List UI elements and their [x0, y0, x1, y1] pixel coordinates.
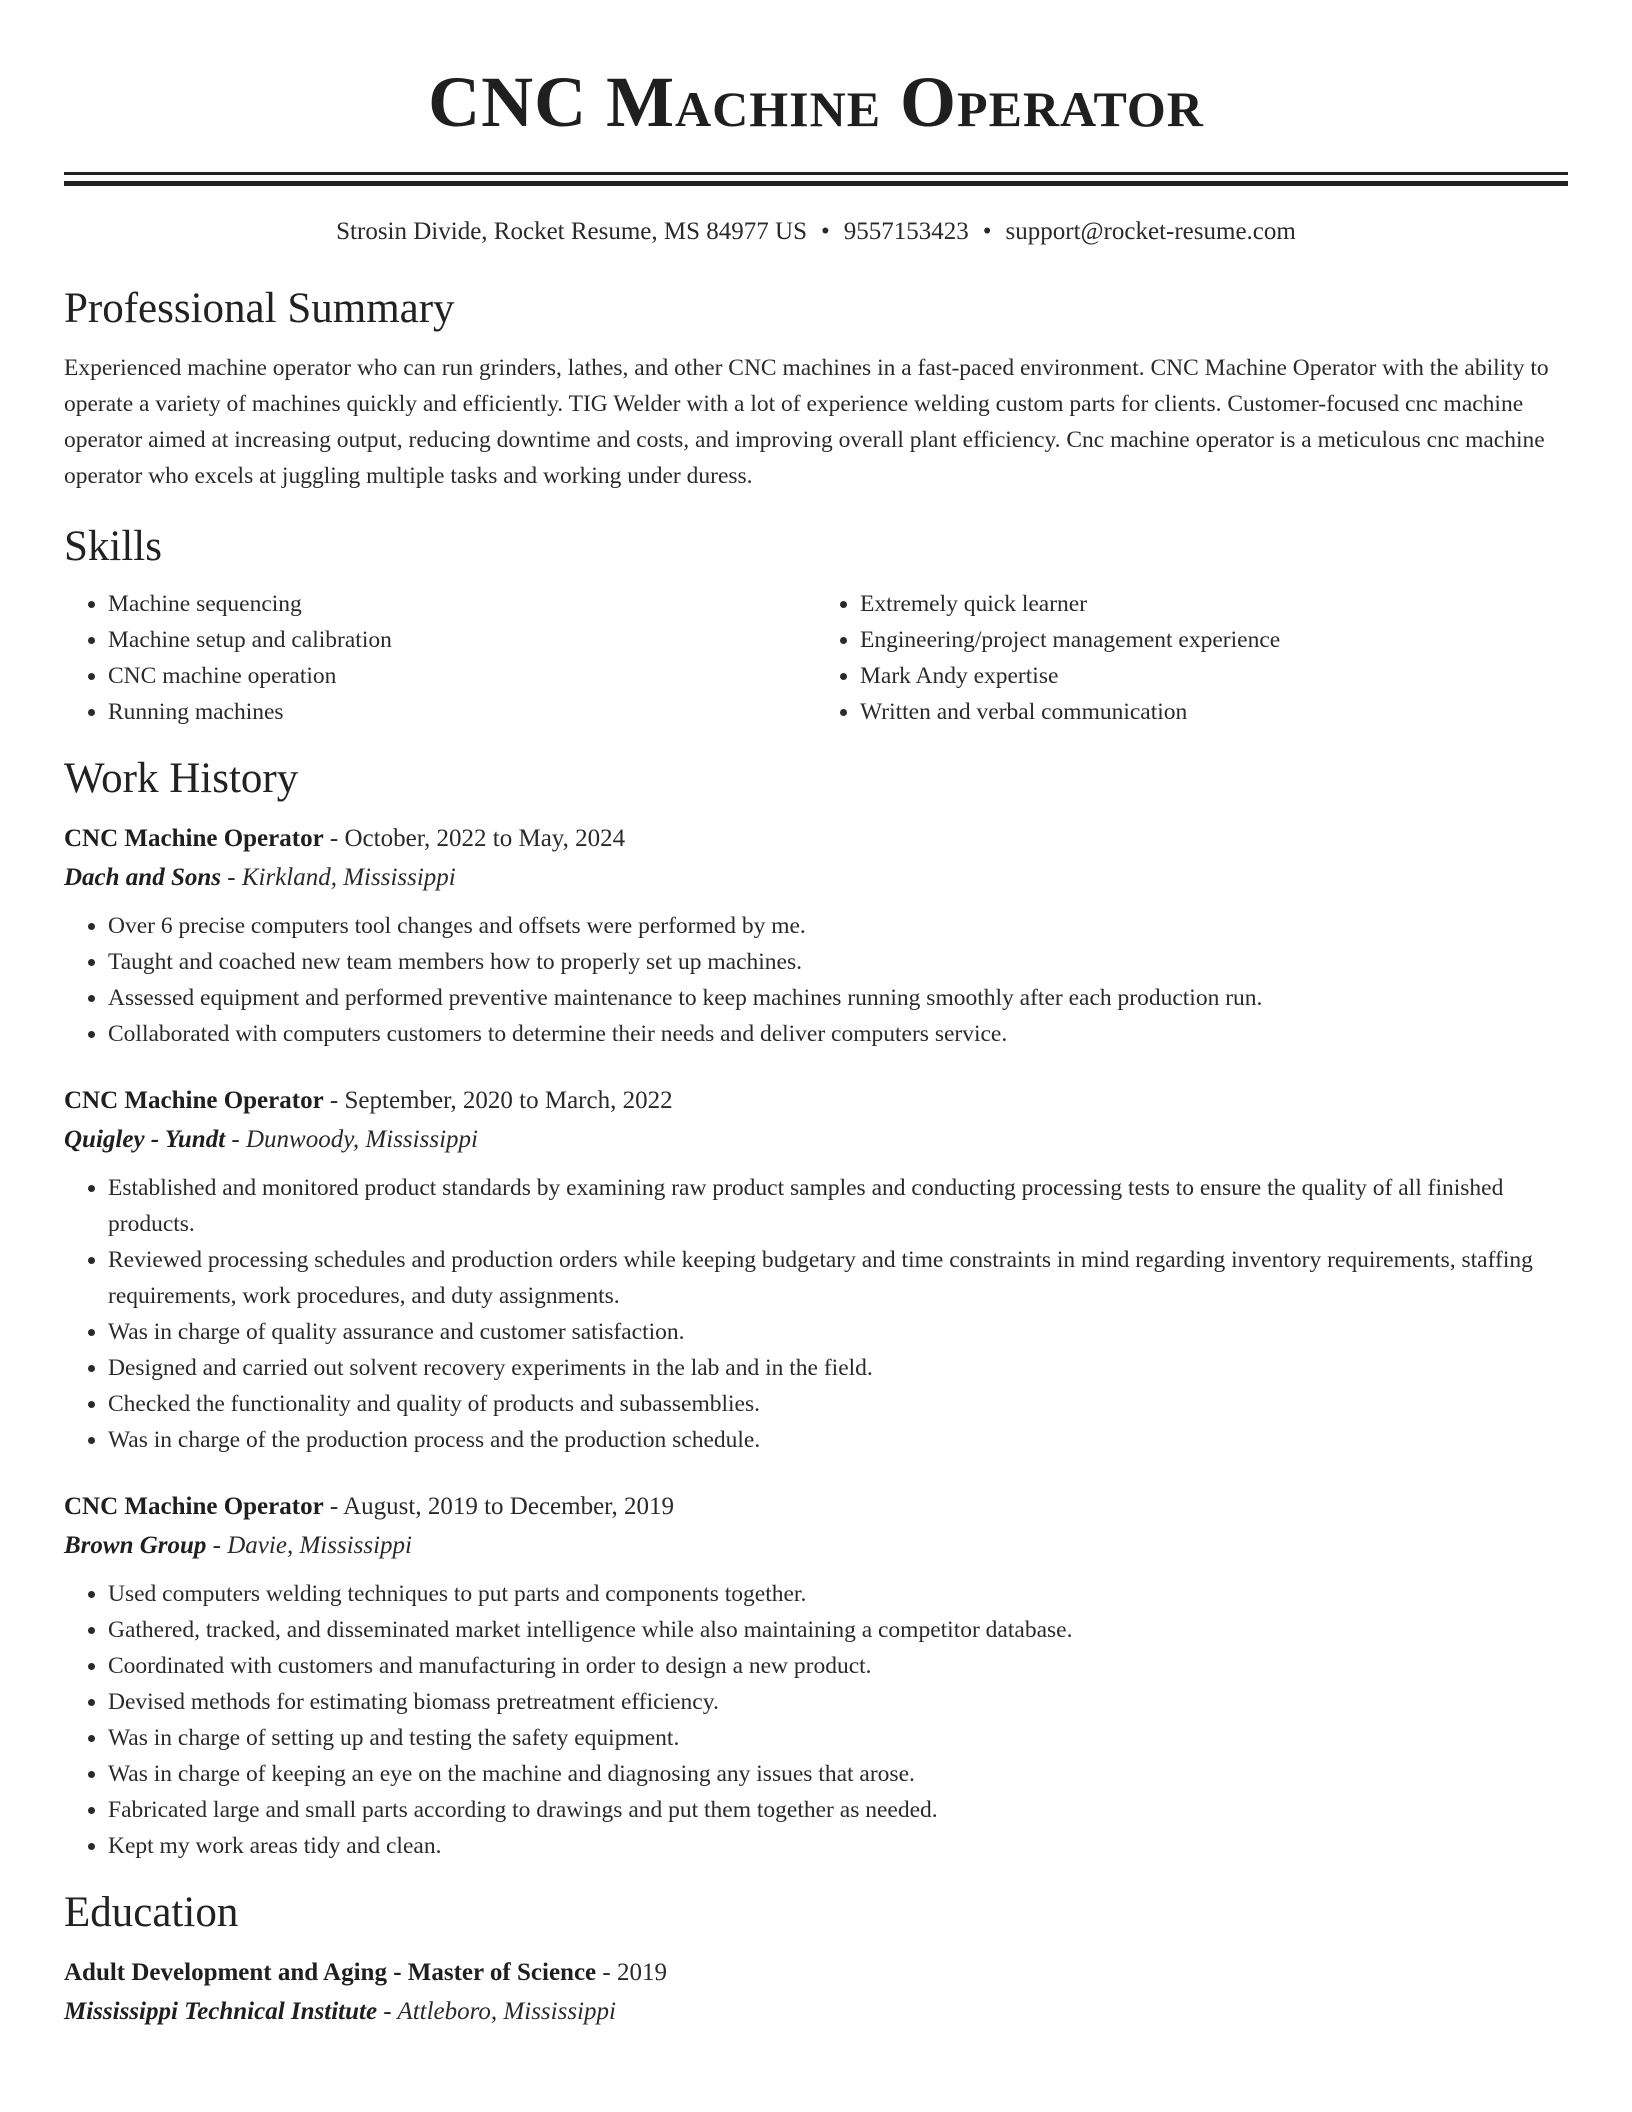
candidate-name: CNC Machine Operator	[428, 62, 1204, 142]
duty-item: • Designed and carried out solvent recovery experiments in the lab and in the field.	[108, 1350, 1568, 1386]
skills-list	[64, 586, 1568, 730]
job-company-line	[64, 858, 1568, 898]
duty-item: • Kept my work areas tidy and clean.	[108, 1828, 1568, 1864]
contact-address: Strosin Divide, Rocket Resume, MS 84977 US	[336, 218, 807, 245]
duty-item: • Assessed equipment and performed preventive maintenance to keep machines running smoothly after each production run.	[108, 980, 1568, 1016]
education-school: Mississippi Technical Institute	[64, 1998, 378, 2025]
education-location: Attleboro, Mississippi	[397, 1998, 616, 2025]
skill-item: • Written and verbal communication	[860, 694, 1568, 730]
contact-separator: •	[821, 218, 830, 245]
skill-item: • Machine setup and calibration	[108, 622, 816, 658]
contact-line	[64, 216, 1568, 248]
duty-item: • Was in charge of setting up and testing the safety equipment.	[108, 1720, 1568, 1756]
dash: -	[323, 1087, 345, 1114]
job-dates: August, 2019 to December, 2019	[343, 1493, 675, 1520]
education-heading: Education	[64, 1889, 239, 1936]
dash: -	[323, 825, 345, 852]
education-year: 2019	[616, 1959, 667, 1986]
dash: -	[323, 1493, 344, 1520]
skill-item: • Mark Andy expertise	[860, 658, 1568, 694]
job-company: Dach and Sons	[64, 864, 221, 891]
duty-item: • Collaborated with computers customers to determine their needs and deliver computers service.	[108, 1016, 1568, 1052]
education-school-line	[64, 1992, 1568, 2032]
job-company-line	[64, 1526, 1568, 1566]
duty-item: • Devised methods for estimating biomass pretreatment efficiency.	[108, 1684, 1568, 1720]
duty-item: • Reviewed processing schedules and production orders while keeping budgetary and time constraints in mind regarding inventory requirements, staffing requirements, work procedures, and duty assignments.	[108, 1242, 1568, 1314]
skills-heading: Skills	[64, 523, 162, 570]
job-role: CNC Machine Operator	[64, 1087, 324, 1114]
summary-heading: Professional Summary	[64, 285, 455, 332]
contact-separator: •	[982, 218, 992, 245]
skill-item: • Running machines	[108, 694, 816, 730]
job-entry	[64, 1488, 1568, 1864]
job-duties	[64, 908, 1568, 1052]
duty-item: • Taught and coached new team members how to properly set up machines.	[108, 944, 1568, 980]
skill-item: • Machine sequencing	[108, 586, 816, 622]
education-entry	[64, 1954, 1568, 2032]
skill-item: • CNC machine operation	[108, 658, 816, 694]
job-location: Kirkland, Mississippi	[241, 864, 456, 891]
skills-column-left	[64, 586, 816, 730]
duty-item: • Coordinated with customers and manufacturing in order to design a new product.	[108, 1648, 1568, 1684]
duty-item: • Was in charge of keeping an eye on the machine and diagnosing any issues that arose.	[108, 1756, 1568, 1792]
skills-column-right	[816, 586, 1568, 730]
header-divider-top	[64, 172, 1568, 175]
duty-item: • Over 6 precise computers tool changes and offsets were performed by me.	[108, 908, 1568, 944]
duty-item: • Gathered, tracked, and disseminated market intelligence while also maintaining a competitor database.	[108, 1612, 1568, 1648]
duty-item: • Established and monitored product standards by examining raw product samples and conducting processing tests to ensure the quality of all finished products.	[108, 1170, 1568, 1242]
job-role: CNC Machine Operator	[64, 825, 324, 852]
job-heading	[64, 1488, 1568, 1526]
duty-item: • Was in charge of quality assurance and customer satisfaction.	[108, 1314, 1568, 1350]
duty-item: • Used computers welding techniques to put parts and components together.	[108, 1576, 1568, 1612]
job-dates: October, 2022 to May, 2024	[344, 825, 626, 852]
duty-item: • Was in charge of the production process and the production schedule.	[108, 1422, 1568, 1458]
duty-item: • Checked the functionality and quality of products and subassemblies.	[108, 1386, 1568, 1422]
job-company: Quigley - Yundt	[64, 1126, 226, 1153]
skill-item: • Engineering/project management experience	[860, 622, 1568, 658]
skill-item: • Extremely quick learner	[860, 586, 1568, 622]
job-entry	[64, 1082, 1568, 1458]
job-location: Davie, Mississippi	[227, 1532, 412, 1559]
job-heading	[64, 1082, 1568, 1120]
summary-text: Experienced machine operator who can run grinders, lathes, and other CNC machines in a fast-paced environment. CNC Machine Operator with the ability to operate a variety of machines quickly and efficiently. TIG Welder with a lot of experience welding custom parts for clients. Customer-focused cnc machine operator aimed at increasing output, reducing downtime and costs, and improving overall plant efficiency. Cnc machine operator is a meticulous cnc machine operator who excels at juggling multiple tasks and working under duress.	[64, 355, 1549, 489]
education-degree-line	[64, 1954, 1568, 1992]
dash: -	[225, 1126, 246, 1153]
job-duties	[64, 1576, 1568, 1864]
dash: -	[377, 1998, 398, 2025]
job-role: CNC Machine Operator	[64, 1493, 324, 1520]
dash: -	[596, 1959, 617, 1986]
duty-item: • Fabricated large and small parts according to drawings and put them together as needed.	[108, 1792, 1568, 1828]
job-location: Dunwoody, Mississippi	[245, 1126, 478, 1153]
dash: -	[206, 1532, 228, 1559]
work-history-heading: Work History	[64, 755, 299, 802]
contact-email[interactable]: support@rocket-resume.com	[1005, 218, 1296, 245]
job-company-line	[64, 1120, 1568, 1160]
job-company: Brown Group	[64, 1532, 207, 1559]
job-duties	[64, 1170, 1568, 1458]
education-degree: Adult Development and Aging - Master of Science	[64, 1959, 597, 1986]
job-dates: September, 2020 to March, 2022	[344, 1087, 673, 1114]
header-divider-bottom	[64, 181, 1568, 186]
contact-phone: 9557153423	[843, 218, 969, 245]
dash: -	[221, 864, 242, 891]
job-heading	[64, 820, 1568, 858]
job-entry	[64, 820, 1568, 1052]
